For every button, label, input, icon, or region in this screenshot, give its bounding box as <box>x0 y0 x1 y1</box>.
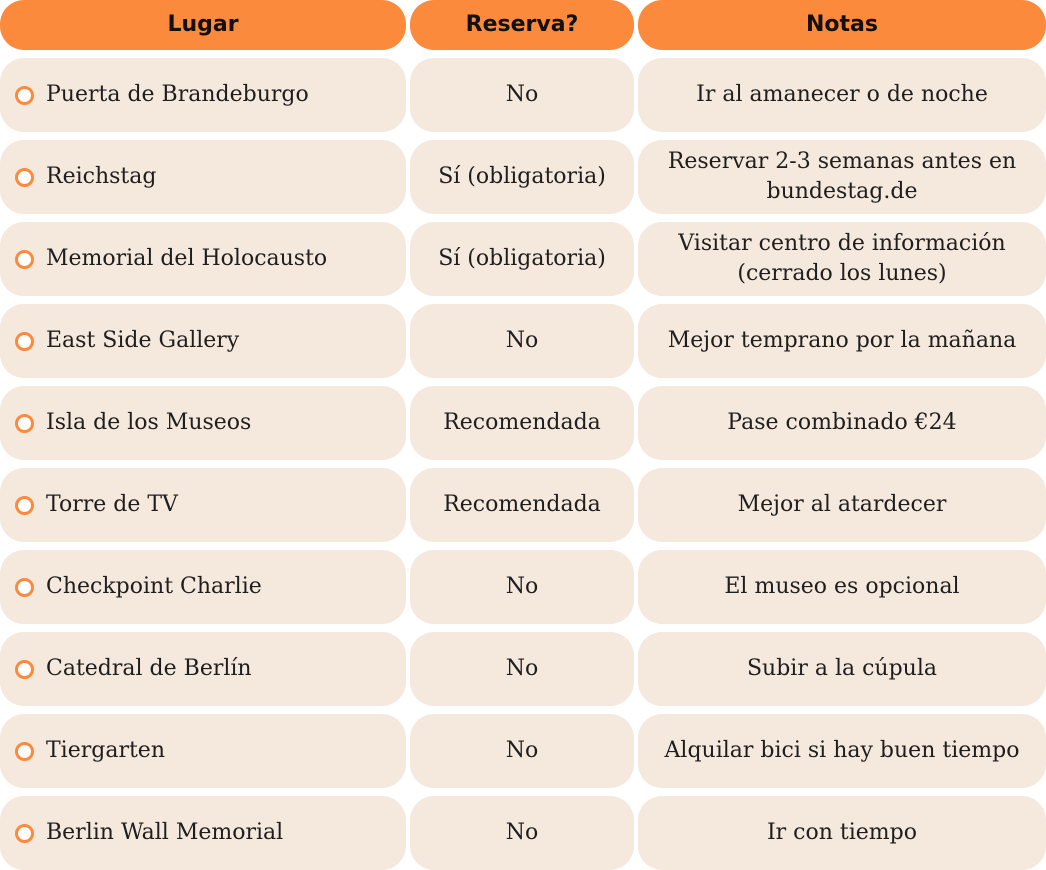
notes-cell: Mejor al atardecer <box>638 468 1046 542</box>
radio-circle-icon[interactable] <box>15 660 34 679</box>
row-place-cell <box>0 304 406 378</box>
place-name: Catedral de Berlín <box>46 656 252 681</box>
place-name: Reichstag <box>46 164 157 189</box>
booking-cell: No <box>410 550 634 624</box>
booking-cell: No <box>410 714 634 788</box>
booking-cell: No <box>410 796 634 870</box>
header-reserva: Reserva? <box>410 0 634 50</box>
row-place-cell <box>0 550 406 624</box>
booking-cell: Recomendada <box>410 386 634 460</box>
place-name: Berlin Wall Memorial <box>46 820 284 845</box>
booking-cell: No <box>410 304 634 378</box>
radio-circle-icon[interactable] <box>15 86 34 105</box>
place-name: Tiergarten <box>46 738 165 763</box>
notes-cell: Visitar centro de información (cerrado los lunes) <box>638 222 1046 296</box>
place-name: Checkpoint Charlie <box>46 574 262 599</box>
radio-circle-icon[interactable] <box>15 332 34 351</box>
row-place-cell <box>0 222 406 296</box>
place-name: Memorial del Holocausto <box>46 246 328 271</box>
notes-cell: Reservar 2-3 semanas antes en bundestag.de <box>638 140 1046 214</box>
booking-cell: Recomendada <box>410 468 634 542</box>
place-name: East Side Gallery <box>46 328 240 353</box>
radio-circle-icon[interactable] <box>15 824 34 843</box>
radio-circle-icon[interactable] <box>15 414 34 433</box>
notes-cell: Subir a la cúpula <box>638 632 1046 706</box>
radio-circle-icon[interactable] <box>15 742 34 761</box>
row-place-cell <box>0 468 406 542</box>
notes-cell: Alquilar bici si hay buen tiempo <box>638 714 1046 788</box>
header-notas: Notas <box>638 0 1046 50</box>
booking-cell: No <box>410 632 634 706</box>
radio-circle-icon[interactable] <box>15 250 34 269</box>
place-name: Puerta de Brandeburgo <box>46 82 309 107</box>
row-place-cell <box>0 58 406 132</box>
notes-cell: Ir al amanecer o de noche <box>638 58 1046 132</box>
notes-cell: Mejor temprano por la mañana <box>638 304 1046 378</box>
booking-cell: No <box>410 58 634 132</box>
header-lugar: Lugar <box>0 0 406 50</box>
booking-cell: Sí (obligatoria) <box>410 140 634 214</box>
notes-cell: Pase combinado €24 <box>638 386 1046 460</box>
radio-circle-icon[interactable] <box>15 168 34 187</box>
place-name: Isla de los Museos <box>46 410 252 435</box>
row-place-cell <box>0 140 406 214</box>
notes-cell: El museo es opcional <box>638 550 1046 624</box>
booking-cell: Sí (obligatoria) <box>410 222 634 296</box>
radio-circle-icon[interactable] <box>15 496 34 515</box>
row-place-cell <box>0 632 406 706</box>
notes-cell: Ir con tiempo <box>638 796 1046 870</box>
place-name: Torre de TV <box>46 492 178 517</box>
row-place-cell <box>0 796 406 870</box>
row-place-cell <box>0 386 406 460</box>
radio-circle-icon[interactable] <box>15 578 34 597</box>
row-place-cell <box>0 714 406 788</box>
